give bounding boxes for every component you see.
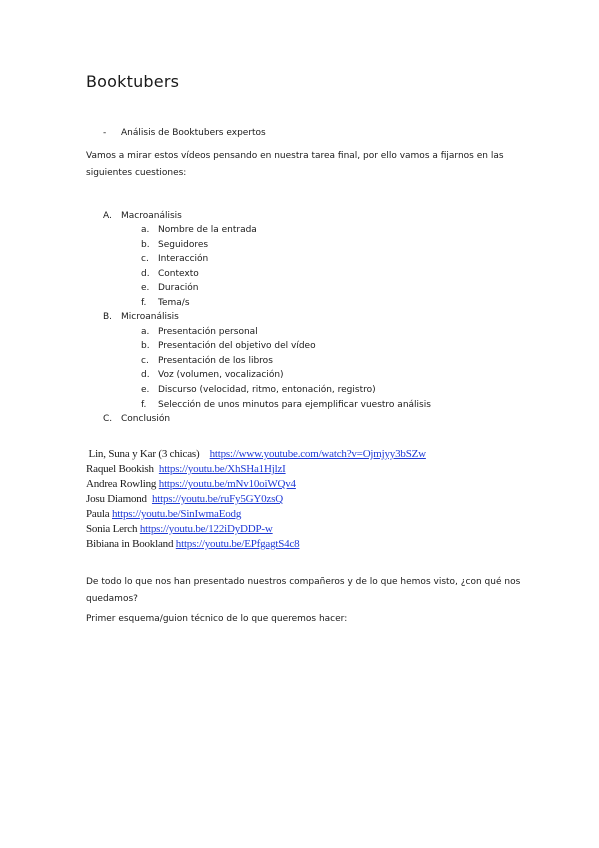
outline-subtext: Nombre de la entrada [158,225,257,235]
outline-item-b [103,311,179,323]
intro-paragraph: Vamos a mirar estos vídeos pensando en nuestra tarea final, por ello vamos a fijarnos en las siguientes cuestiones: [86,151,504,178]
outline-subitem [141,297,190,309]
page-title: Booktubers [86,72,180,91]
outline-item-a [103,210,182,222]
outline-subitem [141,282,199,294]
outline-submarker: e. [141,385,150,395]
booktuber-name: Andrea Rowling [86,478,159,490]
outline-label: Conclusión [121,414,171,424]
subheading-text: Análisis de Booktubers expertos [121,128,266,138]
video-link[interactable]: https://www.youtube.com/watch?v=Ojmjyy3bSZw [209,448,426,460]
link-row [86,447,426,462]
outline-submarker: d. [141,370,150,380]
outline-submarker: a. [141,225,150,235]
booktuber-name: Lin, Suna y Kar (3 chicas) [86,448,210,460]
subheading [103,128,266,138]
outline-subitem [141,268,199,280]
outline-subtext: Seguidores [158,240,209,250]
link-row [86,462,426,477]
outline-subtext: Discurso (velocidad, ritmo, entonación, registro) [158,385,376,395]
link-row [86,507,426,522]
booktuber-name: Paula [86,508,112,520]
outline-subtext: Presentación del objetivo del vídeo [158,341,316,351]
link-row [86,492,426,507]
outline-subtext: Selección de unos minutos para ejemplificar vuestro análisis [158,400,431,410]
outline-label: Macroanálisis [121,211,182,221]
booktuber-name: Raquel Bookish [86,463,159,475]
outline-item-c [103,413,170,425]
outline-subitem [141,340,316,352]
outline-subtext: Presentación de los libros [158,356,273,366]
video-link[interactable]: https://youtu.be/mNv10oiWQv4 [158,478,296,490]
outline-subtext: Contexto [158,269,199,279]
outline-submarker: b. [141,240,150,250]
outline-submarker: e. [141,283,150,293]
closing-question: De todo lo que nos han presentado nuestros compañeros y de lo que hemos visto, ¿con qué nos quedamos? [86,577,521,604]
outline-subtext: Interacción [158,254,209,264]
outline-submarker: d. [141,269,150,279]
video-link[interactable]: https://youtu.be/122iDyDDP-w [139,523,273,535]
outline-marker: B. [103,312,113,322]
link-row [86,477,426,492]
outline-submarker: f. [141,400,147,410]
video-link[interactable]: https://youtu.be/XhSHa1HjlzI [158,463,286,475]
outline-label: Microanálisis [121,312,179,322]
outline-subtext: Voz (volumen, vocalización) [158,370,284,380]
video-link[interactable]: https://youtu.be/ruFy5GY0zsQ [151,493,283,505]
outline-submarker: b. [141,341,150,351]
outline-subitem [141,369,284,381]
outline-submarker: c. [141,254,149,264]
outline-submarker: a. [141,327,150,337]
outline-subitem [141,384,376,396]
outline-subtext: Tema/s [158,298,190,308]
closing-prompt: Primer esquema/guion técnico de lo que queremos hacer: [86,614,348,624]
outline-subitem [141,399,431,411]
booktuber-name: Bibiana in Bookland [86,538,176,550]
link-row [86,522,426,537]
video-link[interactable]: https://youtu.be/EPfgagtS4c8 [175,538,300,550]
outline-subitem [141,355,273,367]
outline-submarker: f. [141,298,147,308]
booktuber-links [86,447,426,552]
video-link[interactable]: https://youtu.be/SinIwmaEodg [112,508,242,520]
outline-subitem [141,326,258,338]
outline-subtext: Duración [158,283,199,293]
outline-marker: A. [103,211,112,221]
outline-subitem [141,253,208,265]
booktuber-name: Sonia Lerch [86,523,140,535]
outline-subitem [141,224,257,236]
booktuber-name: Josu Diamond [86,493,152,505]
dash-marker: - [103,128,107,138]
link-row [86,537,426,552]
outline-subitem [141,239,208,251]
outline-marker: C. [103,414,113,424]
outline-subtext: Presentación personal [158,327,258,337]
outline-submarker: c. [141,356,149,366]
